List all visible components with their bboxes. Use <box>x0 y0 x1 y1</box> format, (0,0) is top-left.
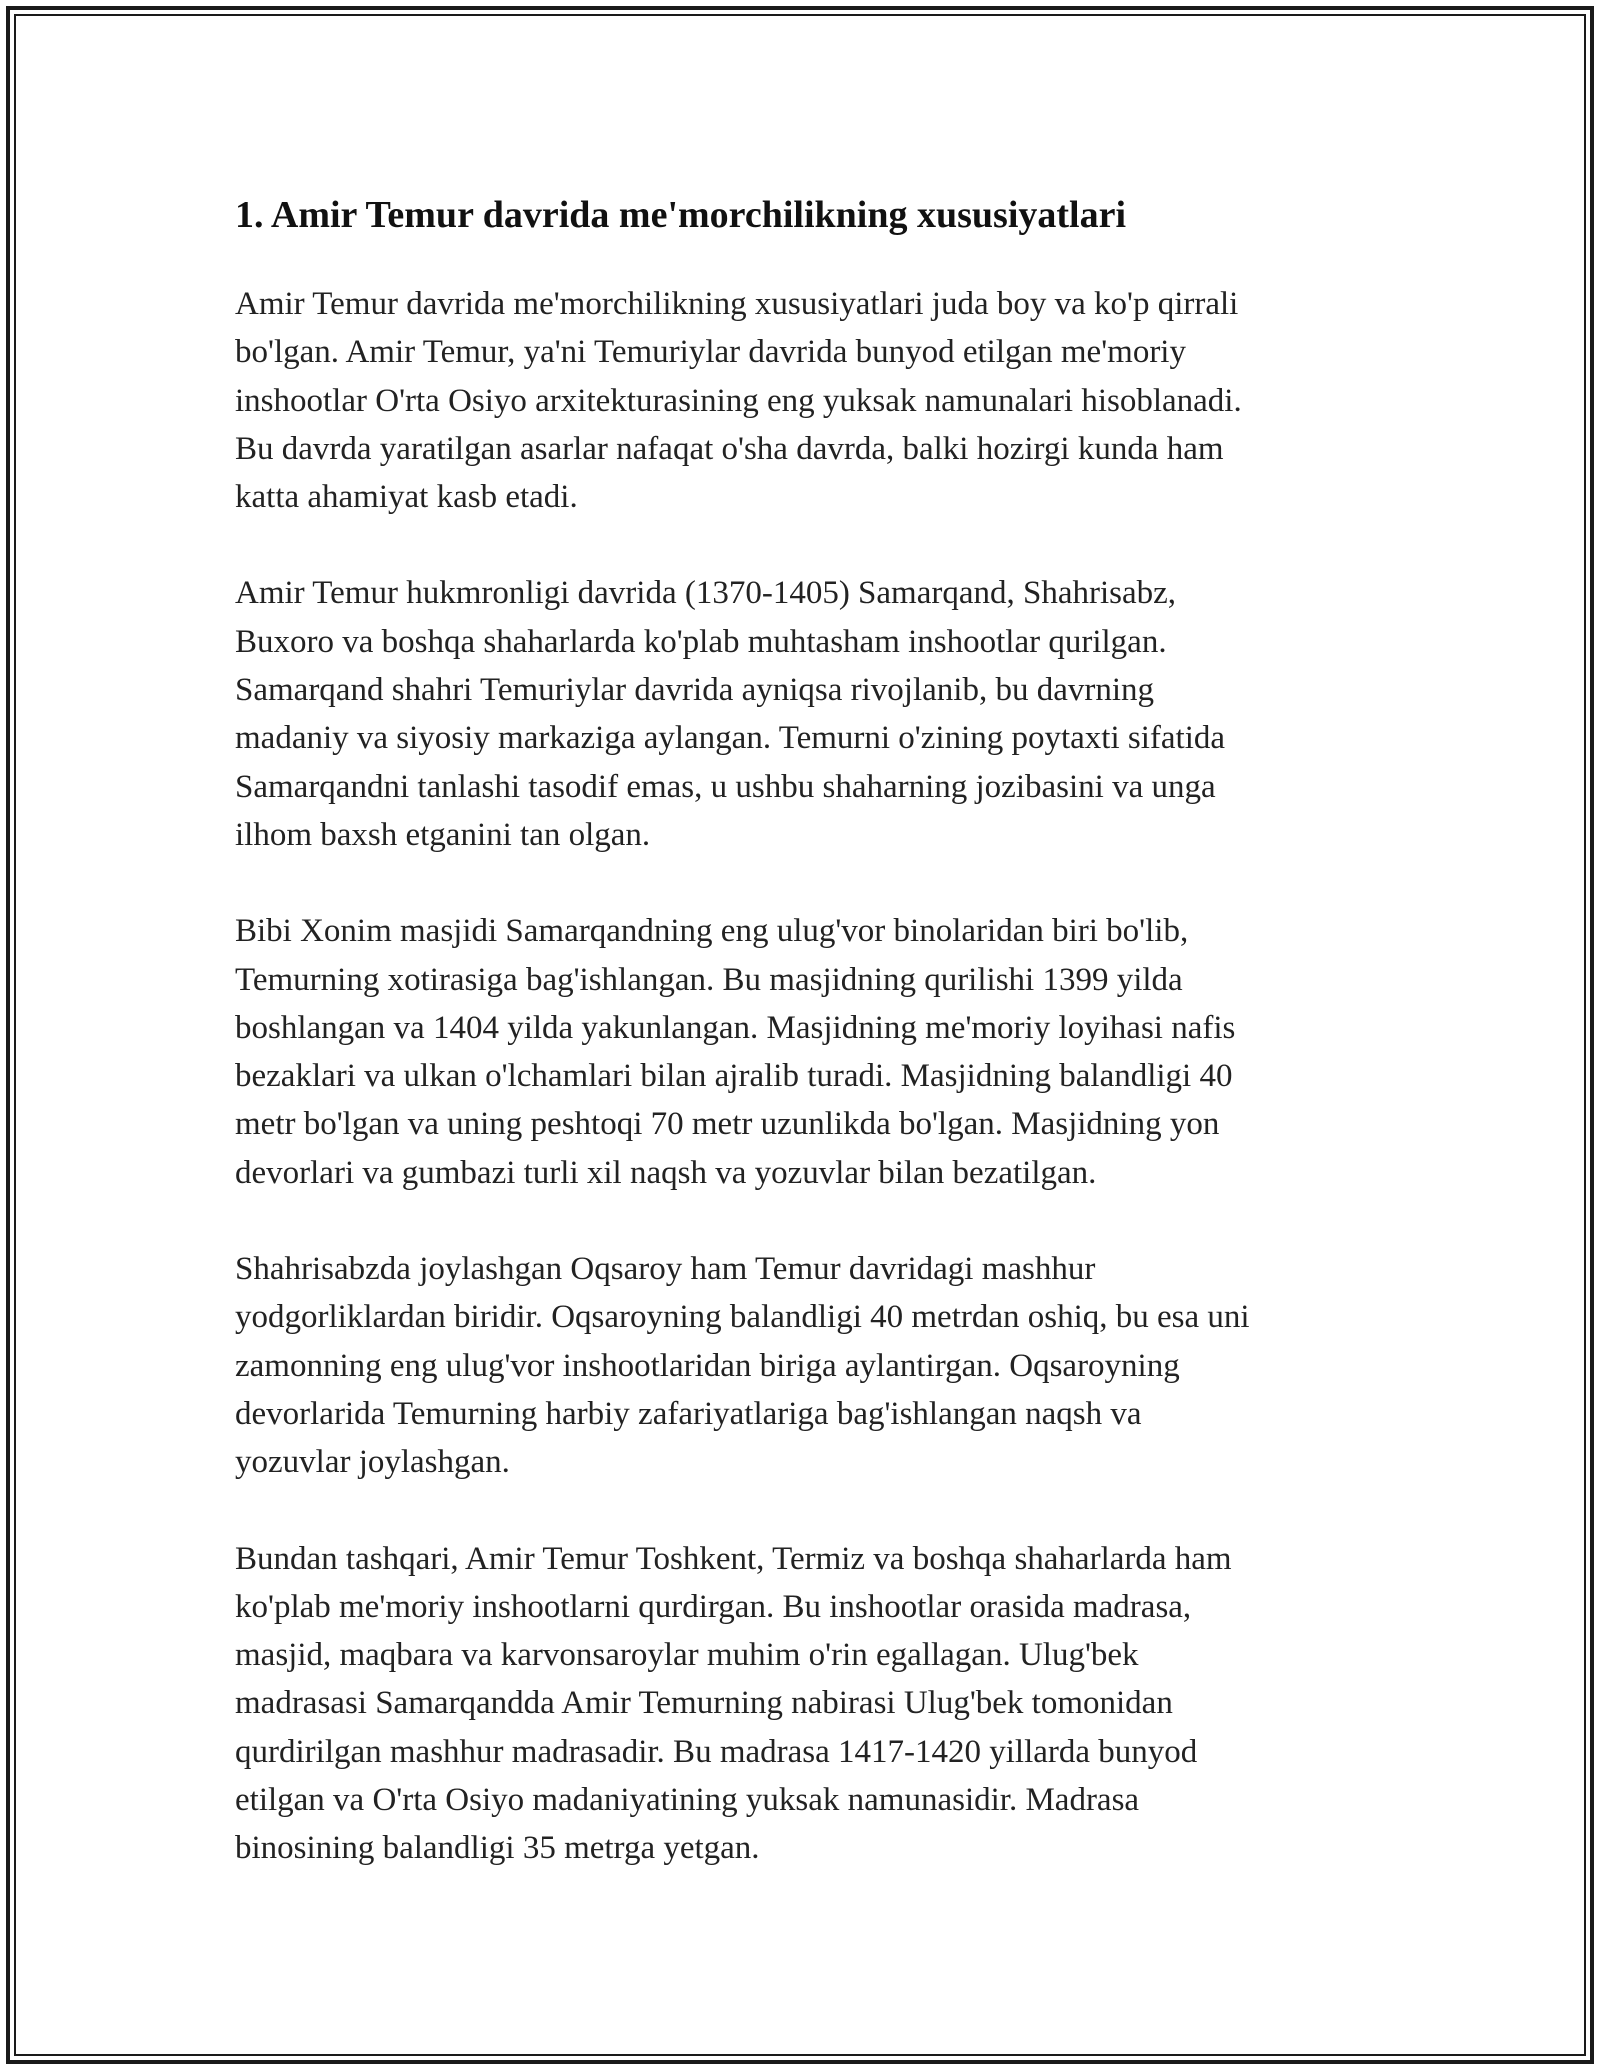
paragraph-4: Shahrisabzda joylashgan Oqsaroy ham Temur davridagi mashhur yodgorliklardan biridir. Oqsaroyning balandligi 40 metrdan oshiq, bu esa uni zamonning eng ulug'vor inshootlaridan biriga aylantirgan. Oqsaroyning devorlarida Temurning harbiy zafariyatlariga bag'ishlangan naqsh va yozuvlar joylashgan. <box>235 1251 1250 1481</box>
paragraph-1: Amir Temur davrida me'morchilikning xususiyatlari juda boy va ko'p qirrali bo'lgan. Amir Temur, ya'ni Temuriylar davrida bunyod etilgan me'moriy inshootlar O'rta Osiyo arxitekturasining eng yuksak namunalari hisoblanadi. Bu davrda yaratilgan asarlar nafaqat o'sha davrda, balki hozirgi kunda ham katta ahamiyat kasb etadi. <box>235 286 1242 516</box>
section-heading: 1. Amir Temur davrida me'morchilikning xususiyatlari <box>235 194 1127 236</box>
paragraph-2: Amir Temur hukmronligi davrida (1370-1405) Samarqand, Shahrisabz, Buxoro va boshqa shaharlarda ko'plab muhtasham inshootlar qurilgan. Samarqand shahri Temuriylar davrida ayniqsa rivojlanib, bu davrning madaniy va siyosiy markaziga aylangan. Temurni o'zining poytaxti sifatida Samarqandni tanlashi tasodif emas, u ushbu shaharning jozibasini va unga ilhom baxsh etganini tan olgan. <box>235 575 1226 853</box>
paragraph-5: Bundan tashqari, Amir Temur Toshkent, Termiz va boshqa shaharlarda ham ko'plab me'moriy inshootlarni qurdirgan. Bu inshootlar orasida madrasa, masjid, maqbara va karvonsaroylar muhim o'rin egallagan. Ulug'bek madrasasi Samarqandda Amir Temurning nabirasi Ulug'bek tomonidan qurdirilgan mashhur madrasadir. Bu madrasa 1417-1420 yillarda bunyod etilgan va O'rta Osiyo madaniyatining yuksak namunasidir. Madrasa binosining balandligi 35 metrga yetgan. <box>235 1540 1232 1867</box>
paragraph-3: Bibi Xonim masjidi Samarqandning eng ulug'vor binolaridan biri bo'lib, Temurning xotirasiga bag'ishlangan. Bu masjidning qurilishi 1399 yilda boshlangan va 1404 yilda yakunlangan. Masjidning me'moriy loyihasi nafis bezaklari va ulkan o'lchamlari bilan ajralib turadi. Masjidning balandligi 40 metr bo'lgan va uning peshtoqi 70 metr uzunlikda bo'lgan. Masjidning yon devorlari va gumbazi turli xil naqsh va yozuvlar bilan bezatilgan. <box>235 913 1236 1191</box>
document-body <box>235 180 1375 1921</box>
